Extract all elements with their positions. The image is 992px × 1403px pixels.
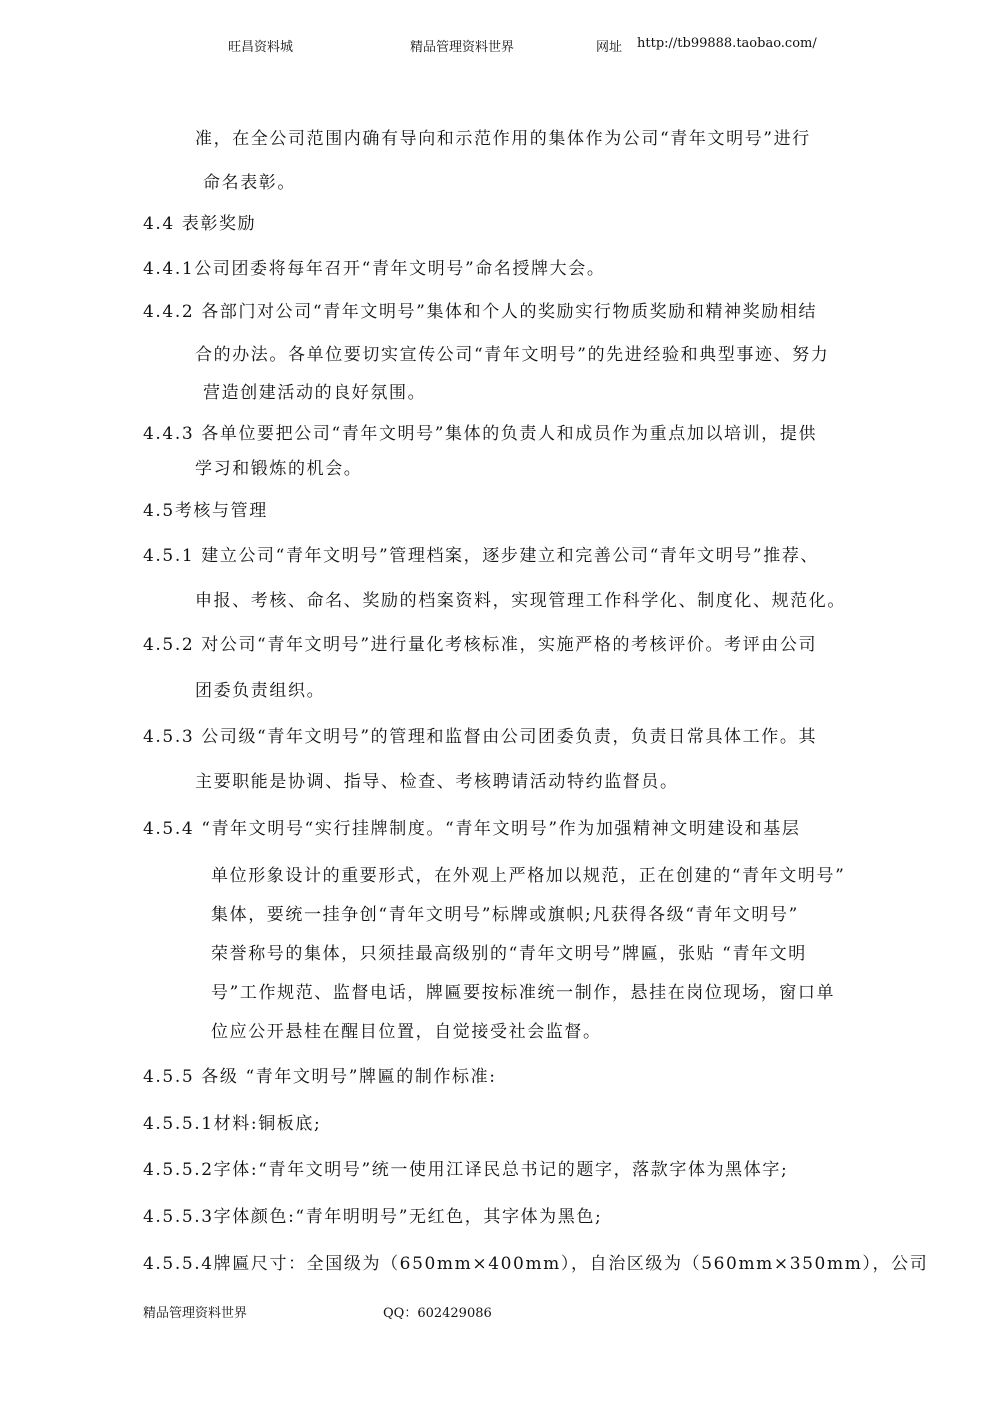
body-line: 集体，要统一挂争创“青年文明号”标牌或旗帜;凡获得各级“青年文明号” [211, 905, 799, 925]
body-line: 4.5.1 建立公司“青年文明号”管理档案，逐步建立和完善公司“青年文明号”推荐、 [143, 546, 820, 566]
body-line: 4.5.4 “青年文明号“实行挂牌制度。“青年文明号”作为加强精神文明建设和基层 [143, 819, 801, 839]
section-heading: 4.5考核与管理 [143, 501, 268, 521]
body-line: 营造创建活动的良好氛围。 [203, 383, 427, 403]
body-line: 4.5.5.2字体:“青年文明号”统一使用江译民总书记的题字，落款字体为黑体字; [143, 1160, 789, 1180]
footer-site-name: 精品管理资料世界 [143, 1306, 248, 1321]
header-shop-name: 旺昌资料城 [228, 40, 294, 55]
section-heading: 4.4 表彰奖励 [143, 214, 257, 234]
body-line: 准，在全公司范围内确有导向和示范作用的集体作为公司“青年文明号”进行 [195, 129, 811, 149]
body-line: 单位形象设计的重要形式，在外观上严格加以规范，正在创建的“青年文明号” [211, 866, 846, 886]
body-line: 号”工作规范、监督电话，牌匾要按标准统一制作，悬挂在岗位现场，窗口单 [211, 983, 836, 1003]
body-line: 命名表彰。 [203, 173, 296, 193]
body-line: 4.5.5 各级 “青年文明号”牌匾的制作标准: [143, 1067, 497, 1087]
body-line: 4.5.5.1材料:铜板底; [143, 1114, 322, 1134]
body-line: 位应公开悬桂在醒目位置，自觉接受社会监督。 [211, 1022, 602, 1042]
header-url-label: 网址 [596, 40, 623, 55]
body-line: 团委负责组织。 [195, 681, 326, 701]
body-line: 4.4.2 各部门对公司“青年文明号”集体和个人的奖励实行物质奖励和精神奖励相结 [143, 302, 818, 322]
body-line: 学习和锻炼的机会。 [195, 459, 363, 479]
body-line: 4.5.3 公司级“青年文明号”的管理和监督由公司团委负责，负责日常具体工作。其 [143, 727, 818, 747]
body-line: 4.5.5.4牌匾尺寸：全国级为（650mm×400mm），自治区级为（560mm×350mm），公司 [143, 1254, 929, 1274]
body-line: 4.5.2 对公司“青年文明号”进行量化考核标准，实施严格的考核评价。考评由公司 [143, 635, 818, 655]
footer-qq: QQ：602429086 [383, 1306, 492, 1321]
body-line: 合的办法。各单位要切实宣传公司“青年文明号”的先进经验和典型事迹、努力 [195, 345, 830, 365]
header-url[interactable]: http://tb99888.taobao.com/ [637, 36, 817, 51]
body-line: 4.4.1公司团委将每年召开“青年文明号”命名授牌大会。 [143, 259, 606, 279]
body-line: 主要职能是协调、指导、检查、考核聘请活动特约监督员。 [195, 772, 679, 792]
body-line: 申报、考核、命名、奖励的档案资料，实现管理工作科学化、制度化、规范化。 [195, 591, 846, 611]
body-line: 4.5.5.3字体颜色:“青年明明号”无红色，其字体为黑色; [143, 1207, 603, 1227]
body-line: 4.4.3 各单位要把公司“青年文明号”集体的负责人和成员作为重点加以培训，提供 [143, 424, 818, 444]
header-site-name: 精品管理资料世界 [410, 40, 515, 55]
body-line: 荣誉称号的集体，只须挂最高级别的“青年文明号”牌匾，张贴 “青年文明 [211, 944, 807, 964]
